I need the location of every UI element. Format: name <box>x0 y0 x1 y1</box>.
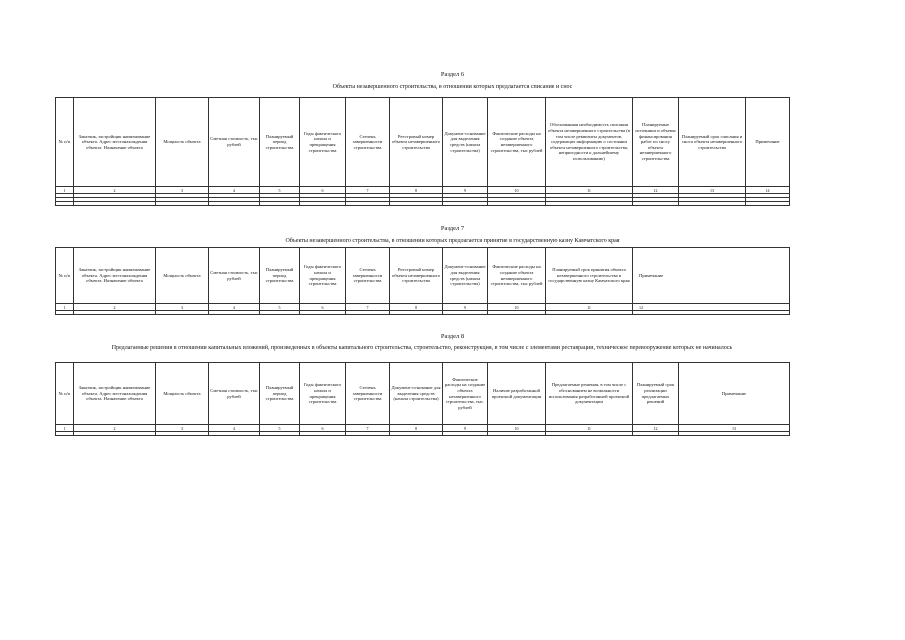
header-cell: Планируемый срок списания и сноса объекта незавершенного строительства <box>679 98 746 187</box>
section-8-subtitle: Предлагаемые решения в отношении капитальных вложений, произведенных в объекты капитального строительства, строительство, реконструкция, в том числе с элементами реставрации, техническое перевооружение которых не начиналось <box>111 345 733 351</box>
column-number: 11 <box>546 187 633 194</box>
column-number: 1 <box>56 304 74 311</box>
column-number: 13 <box>679 425 790 432</box>
column-number: 10 <box>488 425 546 432</box>
column-number: 2 <box>74 304 156 311</box>
column-number: 4 <box>209 304 260 311</box>
section-6-header-row <box>56 98 790 187</box>
section-6-subtitle: Объекты незавершенного строительства, в отношении которых предлагается списание и снос <box>332 84 573 90</box>
column-number: 13 <box>679 187 746 194</box>
column-number: 6 <box>300 425 346 432</box>
empty-row <box>56 202 790 206</box>
section-8-title: Раздел 8 <box>440 333 465 340</box>
column-number: 5 <box>260 425 300 432</box>
header-cell: Обоснованная необходимость списания объекта незавершенного строительства (в том числе реквизиты документов, содержащих информацию о состоянии объекта незавершенного строительства, непригодности к дальнейшему использованию) <box>546 98 633 187</box>
header-cell: Документ-основание для выделения средств (начала строительства) <box>390 363 443 425</box>
section-7-title: Раздел 7 <box>440 225 465 232</box>
header-cell: Степень завершенности строительства <box>346 98 390 187</box>
header-cell: Сметная стоимость, тыс рублей <box>209 248 260 304</box>
section-8-header-row <box>56 363 790 425</box>
header-cell: № п/п <box>56 363 74 425</box>
section-7-table <box>55 247 790 315</box>
header-cell: Наличие разработанной проектной документации <box>488 363 546 425</box>
column-number: 8 <box>390 425 443 432</box>
column-number: 12 <box>633 304 790 311</box>
column-number: 8 <box>390 304 443 311</box>
section-6-title: Раздел 6 <box>440 71 465 78</box>
column-number: 7 <box>346 187 390 194</box>
header-cell: Мощность объекта <box>156 363 209 425</box>
column-number: 2 <box>74 187 156 194</box>
column-number: 9 <box>443 304 488 311</box>
header-cell: Примечание <box>633 248 790 304</box>
header-cell: Документ-основание для выделения средств (начала строительства) <box>443 98 488 187</box>
column-number: 6 <box>300 304 346 311</box>
column-number: 12 <box>633 425 679 432</box>
header-cell: Планируемые источники и объемы финансирования работ по сносу объекта незавершенного строительства <box>633 98 679 187</box>
column-number: 5 <box>260 304 300 311</box>
header-cell: Заказчик, застройщик наименование объекта. Адрес местонахождения объекта. Назначение объекта <box>74 98 156 187</box>
header-cell: № п/п <box>56 248 74 304</box>
section-8-table <box>55 362 790 436</box>
column-number: 3 <box>156 187 209 194</box>
header-cell: Предлагаемые решения, в том числе с обоснованием не возможности использования разработанной проектной документации <box>546 363 633 425</box>
column-number: 10 <box>488 304 546 311</box>
header-cell: Планируемый период строительства <box>260 98 300 187</box>
header-cell: Реестровый номер объекта незавершенного строительства <box>390 248 443 304</box>
column-number: 1 <box>56 425 74 432</box>
column-number: 4 <box>209 425 260 432</box>
header-cell: Мощность объекта <box>156 248 209 304</box>
column-number: 7 <box>346 304 390 311</box>
column-number: 9 <box>443 425 488 432</box>
header-cell: Заказчик, застройщик наименование объекта. Адрес местонахождения объекта. Назначение объекта <box>74 363 156 425</box>
header-cell: Степень завершенности строительства <box>346 363 390 425</box>
column-number: 10 <box>488 187 546 194</box>
empty-row <box>56 432 790 436</box>
section-6-table <box>55 97 790 206</box>
column-number: 11 <box>546 425 633 432</box>
column-number: 4 <box>209 187 260 194</box>
header-cell: Планируемый срок принятия объекта незавершенного строительства в государственную казну Камчатского края <box>546 248 633 304</box>
header-cell: Годы фактического начала и прекращения строительства <box>300 363 346 425</box>
section-6-number-row <box>56 187 790 194</box>
section-7-number-row <box>56 304 790 311</box>
header-cell: Примечание <box>679 363 790 425</box>
header-cell: Планируемый срок реализации предлагаемых решений <box>633 363 679 425</box>
column-number: 1 <box>56 187 74 194</box>
header-cell: Заказчик, застройщик наименование объекта. Адрес местонахождения объекта. Назначение объекта <box>74 248 156 304</box>
column-number: 8 <box>390 187 443 194</box>
column-number: 2 <box>74 425 156 432</box>
header-cell: Степень завершенности строительства <box>346 248 390 304</box>
section-7-header-row <box>56 248 790 304</box>
header-cell: Документ-основание для выделения средств (начала строительства) <box>443 248 488 304</box>
column-number: 7 <box>346 425 390 432</box>
column-number: 12 <box>633 187 679 194</box>
header-cell: Сметная стоимость, тыс рублей <box>209 98 260 187</box>
column-number: 11 <box>546 304 633 311</box>
header-cell: Фактические расходы на создание объекта незавершенного строительства, тыс рублей <box>488 98 546 187</box>
column-number: 5 <box>260 187 300 194</box>
header-cell: Планируемый период строительства <box>260 363 300 425</box>
column-number: 3 <box>156 304 209 311</box>
header-cell: Годы фактического начала и прекращения строительства <box>300 98 346 187</box>
section-8-number-row <box>56 425 790 432</box>
header-cell: Реестровый номер объекта незавершенного строительства <box>390 98 443 187</box>
header-cell: Планируемый период строительства <box>260 248 300 304</box>
header-cell: Примечание <box>746 98 790 187</box>
header-cell: Фактические расходы на создание объекта незавершенного строительства, тыс рублей <box>488 248 546 304</box>
column-number: 9 <box>443 187 488 194</box>
section-7-subtitle: Объекты незавершенного строительства, в отношении которых предлагается принятие в государственную казну Камчатского края <box>285 238 620 244</box>
header-cell: № п/п <box>56 98 74 187</box>
column-number: 3 <box>156 425 209 432</box>
column-number: 14 <box>746 187 790 194</box>
empty-row <box>56 311 790 315</box>
column-number: 6 <box>300 187 346 194</box>
header-cell: Мощность объекта <box>156 98 209 187</box>
header-cell: Сметная стоимость, тыс рублей <box>209 363 260 425</box>
header-cell: Фактические расходы на создание объекта незавершенного строительства, тыс. рублей <box>443 363 488 425</box>
header-cell: Годы фактического начала и прекращения строительства <box>300 248 346 304</box>
